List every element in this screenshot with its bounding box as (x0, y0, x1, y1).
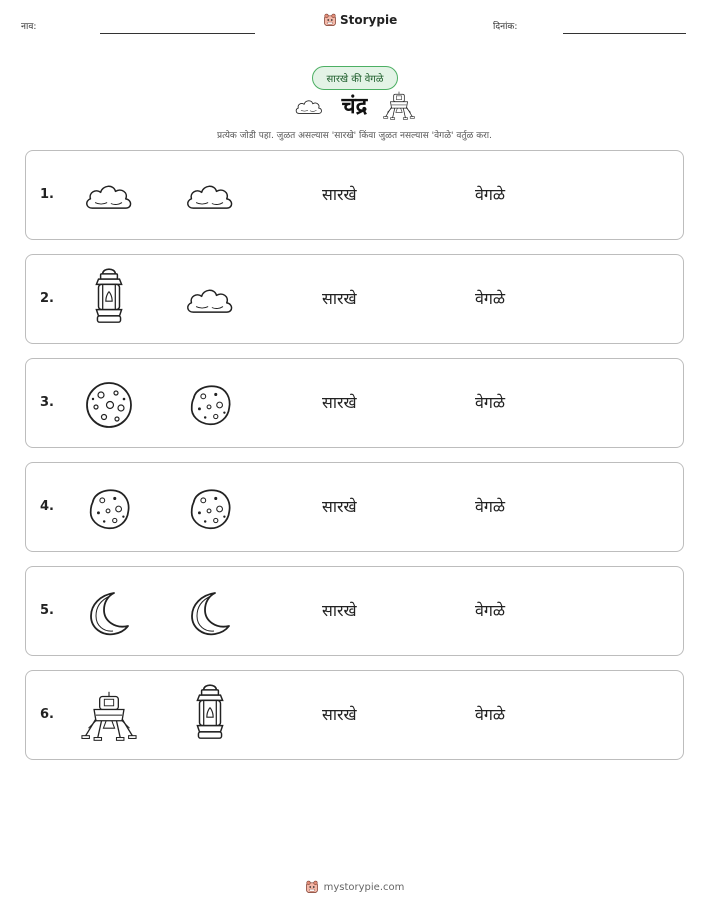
lunar-lander-icon (383, 91, 415, 121)
storypie-mascot-icon (323, 13, 337, 27)
name-label: नाव: (21, 22, 37, 32)
date-label: दिनांक: (493, 22, 518, 32)
footer (0, 880, 709, 894)
question-number: 2. (40, 291, 54, 306)
option-different[interactable]: वेगळे (475, 497, 506, 516)
category-tag: सारखे की वेगळे (312, 66, 398, 90)
moon-rock-icon (186, 485, 234, 533)
cloud-icon (83, 178, 135, 216)
storypie-logo (323, 13, 397, 27)
question-row-4 (25, 462, 684, 552)
question-row-6 (25, 670, 684, 760)
question-row-2 (25, 254, 684, 344)
option-different[interactable]: वेगळे (475, 185, 506, 204)
question-number: 3. (40, 395, 54, 410)
option-same[interactable]: सारखे (322, 601, 357, 620)
moon-rock-icon (85, 485, 133, 533)
question-number: 4. (40, 499, 54, 514)
brand-name: Storypie (340, 13, 398, 27)
full-moon-icon (84, 380, 134, 430)
moon-rock-icon (186, 381, 234, 429)
name-field[interactable] (100, 33, 255, 34)
lantern-icon (189, 681, 231, 745)
option-same[interactable]: सारखे (322, 497, 357, 516)
option-same[interactable]: सारखे (322, 185, 357, 204)
lantern-icon (88, 265, 130, 329)
option-same[interactable]: सारखे (322, 289, 357, 308)
question-number: 6. (40, 707, 54, 722)
option-same[interactable]: सारखे (322, 393, 357, 412)
option-different[interactable]: वेगळे (475, 601, 506, 620)
instructions: प्रत्येक जोडी पहा. जुळत असल्यास 'सारखे' किंवा जुळत नसल्यास 'वेगळे' वर्तुळ करा. (216, 131, 492, 141)
option-different[interactable]: वेगळे (475, 393, 506, 412)
cloud-icon (184, 282, 236, 320)
option-same[interactable]: सारखे (322, 705, 357, 724)
footer-site[interactable]: mystorypie.com (323, 881, 405, 893)
crescent-moon-icon (185, 587, 235, 639)
lunar-lander-icon (81, 689, 137, 745)
option-different[interactable]: वेगळे (475, 289, 506, 308)
question-number: 1. (40, 187, 54, 202)
page-title: चंद्र (341, 94, 368, 119)
option-different[interactable]: वेगळे (475, 705, 506, 724)
question-number: 5. (40, 603, 54, 618)
storypie-mascot-icon (305, 880, 319, 894)
question-row-3 (25, 358, 684, 448)
question-row-5 (25, 566, 684, 656)
crescent-moon-icon (84, 587, 134, 639)
question-row-1 (25, 150, 684, 240)
cloud-icon (184, 178, 236, 216)
date-field[interactable] (563, 33, 686, 34)
